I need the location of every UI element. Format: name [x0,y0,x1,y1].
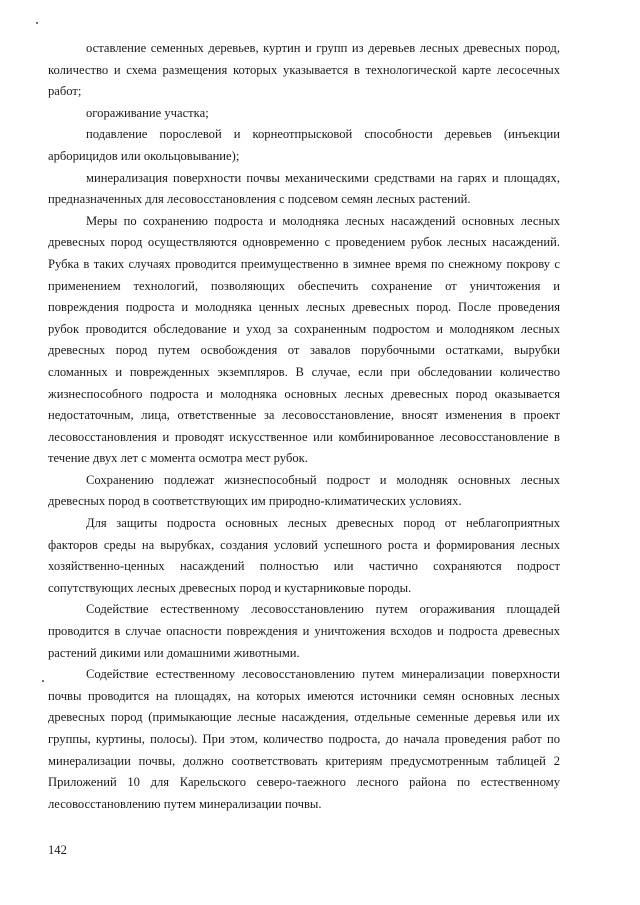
paragraph-preservation: Сохранению подлежат жизнеспособный подрост и молодняк основных лесных древесных пород в соответствующих им природно-климатических условиях. [48,472,560,509]
paragraph-list-item-3: подавление порослевой и корнеотпрысковой способности деревьев (инъекции арборицидов или окольцовывание); [48,127,560,163]
paragraph-list-item-4: минерализация поверхности почвы механическими средствами на гарях и площадях, предназначенных для лесовосстановления с подсевом семян лесных растений. [48,170,560,207]
paragraph-list-item-1: оставление семенных деревьев, куртин и групп из деревьев лесных древесных пород, количество и схема размещения которых указывается в технологической карте лесосечных работ; [48,41,560,99]
page-number: 142 [48,843,67,857]
paragraph-protection: Для защиты подроста основных лесных древесных пород от неблагоприятных факторов среды на вырубках, создания условий успешного роста и формирования лесных хозяйственно-ценных насаждений полностью или частично сохраняются подрост сопутствующих лесных древесных пород и кустарниковые породы. [48,516,560,595]
paragraph-undergrowth-measures: Меры по сохранению подроста и молодняка лесных насаждений основных лесных древесных пород осуществляются одновременно с проведением рубок лесных насаждений. Рубка в таких случаях проводится преимущественно в зимнее время по снежному покрову с применением технологий, позволяющих обеспечить сохранение от уничтожения и повреждения подроста и молодняка ценных лесных древесных пород. После проведения рубок проводится обследование и уход за сохраненным подростом и молодняком лесных древесных пород путем освобождения от завалов порубочными остатками, вырубки сломанных и поврежденных экземпляров. В случае, если при обследовании количество жизнеспособного подроста и молодняка основных лесных древесных пород оказывается недостаточным, лица, ответственные за лесовосстановление, вносят изменения в проект лесовосстановления и проводят искусственное или комбинированное лесовосстановление в течение двух лет с момента осмотра мест рубок. [48,213,560,466]
paragraph-list-item-2: огораживание участка; [86,105,209,120]
paragraph-mineralization: Содействие естественному лесовосстановлению путем минерализации поверхности почвы проводится на площадях, на которых имеются источники семян основных лесных древесных пород (примыкающие лесные насаждения, отдельные семенные деревья или их группы, куртины, полосы). При этом, количество подроста, до начала проведения работ по минерализации почвы, должно соответствовать критериям предусмотренным таблицей 2 Приложений 10 для Карельского северо-таежного лесного района по естественному лесовосстановлению путем минерализации почвы. [48,667,560,811]
scan-speck [36,22,38,24]
document-body [48,38,560,815]
paragraph-fencing: Содействие естественному лесовосстановлению путем огораживания площадей проводится в случае опасности повреждения и уничтожения всходов и подроста древесных растений дикими или домашними животными. [48,602,560,660]
scan-speck [42,680,44,682]
